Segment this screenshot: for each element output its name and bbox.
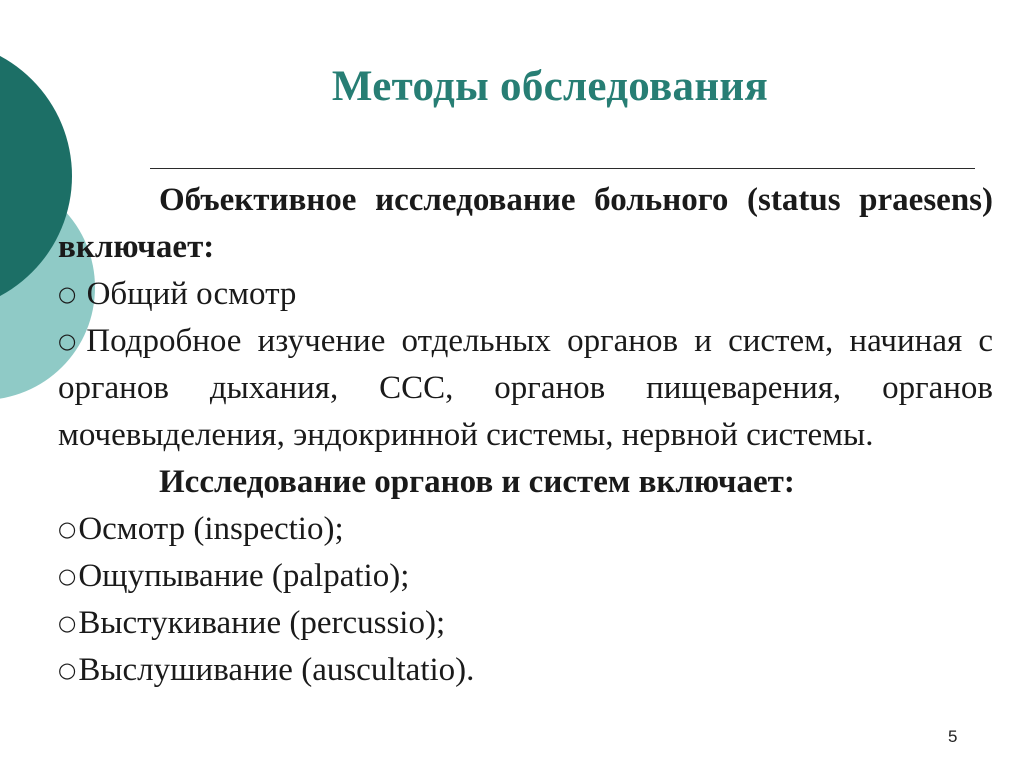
list-item-text: Ощупывание (palpatio); [78, 558, 410, 594]
list-item-text: Выслушивание (auscultatio). [78, 652, 475, 688]
list-item [58, 647, 993, 694]
page-number: 5 [948, 727, 958, 746]
list-item [58, 600, 993, 647]
list-item [58, 506, 993, 553]
bullet-circle-icon: ○ [58, 282, 77, 306]
subheading-paragraph: Исследование органов и систем включает: [159, 464, 795, 500]
list-item [58, 318, 993, 459]
bullet-circle-icon: ○ [58, 611, 77, 635]
list-item-text: Общий осмотр [78, 276, 297, 312]
slide-title: Методы обследования [331, 63, 769, 110]
title-divider [150, 168, 975, 169]
bullet-circle-icon: ○ [58, 658, 77, 682]
bullet-circle-icon: ○ [58, 329, 85, 353]
list-item-text: Выстукивание (percussio); [78, 605, 446, 641]
list-item [58, 553, 993, 600]
list-item [58, 271, 993, 318]
list-item-text: Осмотр (inspectio); [78, 511, 344, 547]
intro-paragraph: Объективное исследование больного (status praesens) включает: [58, 182, 993, 265]
bullet-circle-icon: ○ [58, 517, 77, 541]
slide-body [58, 177, 993, 694]
bullet-circle-icon: ○ [58, 564, 77, 588]
list-item-text: Подробное изучение отдельных органов и систем, начиная с органов дыхания, ССС, органов пищеварения, органов мочевыделения, эндокринной системы, нервной системы. [58, 323, 993, 453]
